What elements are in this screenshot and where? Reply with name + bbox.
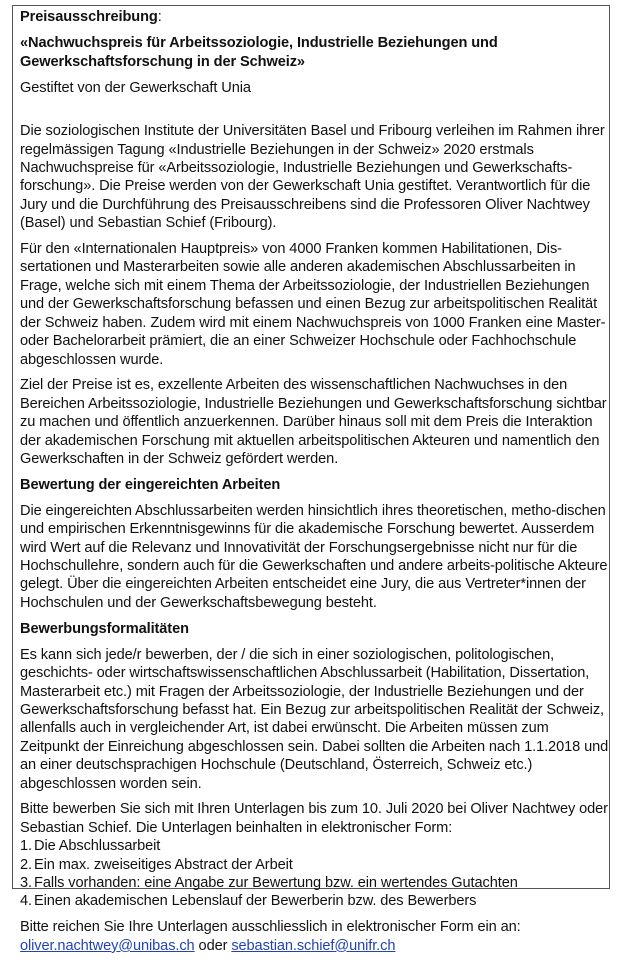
section-heading-evaluation: Bewertung der eingereichten Arbeiten xyxy=(20,476,281,493)
intro-paragraph-1: Die soziologischen Institute der Universitäten Basel und Fribourg verleihen im Rahmen ihrer regelmässigen Tagung «Industrielle Beziehungen in der Schweiz» 2020 erstmals Nachwuchspreise für «Arbeitssoziologie, Industrielle Beziehungen und Gewerkschafts-forschung». Die Preise werden von der Gewerkschaft Unia gestiftet. Verantwortlich für die Jury und die Durchführung des Preisausschreibens sind die Professoren Oliver Nachtwey (Basel) und Sebastian Schief (Fribourg). xyxy=(20,123,605,232)
email-link-nachtwey[interactable]: oliver.nachtwey@unibas.ch xyxy=(20,937,195,954)
section-paragraph-evaluation: Die eingereichten Abschlussarbeiten werden hinsichtlich ihres theoretischen, metho-dischen und empirischen Erkenntnisgewinns für die akademische Forschung bewertet. Ausserdem wird Wert auf die Relevanz und Innovativität der Forschungsergebnisse nicht nur für die Hochschullehre, sondern auch für die Gewerkschaften und andere arbeits-politische Akteure gelegt. Über die eingereichten Arbeiten entscheidet eine Jury, die aus Vertreter*innen der Hochschulen und der Gewerkschaftsbewegung besteht. xyxy=(20,502,608,611)
sponsor-line: Gestiftet von der Gewerkschaft Unia xyxy=(20,80,251,97)
list-item-text: Einen akademischen Lebenslauf der Bewerberin bzw. des Bewerbers xyxy=(34,893,477,910)
submission-paragraph xyxy=(20,918,610,955)
application-requirements-list xyxy=(20,837,610,911)
application-intro: Bitte bewerben Sie sich mit Ihren Unterlagen bis zum 10. Juli 2020 bei Oliver Nachtwey oder Sebastian Schief. Die Unterlagen beinhalten in elektronischer Form: xyxy=(20,801,608,836)
email-connector: oder xyxy=(198,937,228,954)
list-item xyxy=(20,856,610,874)
list-item-text: Ein max. zweiseitiges Abstract der Arbeit xyxy=(34,856,293,873)
section-heading-formalities: Bewerbungsformalitäten xyxy=(20,620,189,637)
list-item-text: Die Abschlussarbeit xyxy=(34,838,161,855)
submission-text: Bitte reichen Sie Ihre Unterlagen ausschliesslich in elektronischer Form ein an: xyxy=(20,919,521,936)
spacer xyxy=(20,105,610,122)
list-item-number: 1. xyxy=(20,838,32,855)
document-title-line1: «Nachwuchspreis für Arbeitssoziologie, Industrielle Beziehungen und xyxy=(20,35,498,52)
intro-paragraph-2: Für den «Internationalen Hauptpreis» von 4000 Franken kommen Habilitationen, Dis-sertationen und Masterarbeiten sowie alle anderen akademischen Abschlussarbeiten in Frage, welche sich mit einem Thema der Arbeitssoziologie, der Industriellen Beziehungen und der Gewerkschaftsforschung befassen und einen Bezug zur arbeitspolitischen Realität der Schweiz haben. Zudem wird mit einem Nachwuchspreis von 1000 Franken eine Master- oder Bachelorarbeit prämiert, die an einer Schweizer Hochschule oder Fachhochschule abgeschlossen wurde. xyxy=(20,241,606,368)
list-item-number: 2. xyxy=(20,856,32,873)
document-label-line xyxy=(20,8,610,26)
document-title xyxy=(20,34,610,71)
list-item-number: 4. xyxy=(20,893,32,910)
list-item xyxy=(20,837,610,855)
list-item-number: 3. xyxy=(20,875,32,892)
section-paragraph-formalities: Es kann sich jede/r bewerben, der / die sich in einer soziologischen, politologischen, geschichts- oder wirtschaftswissenschaftlichen Abschlussarbeit (Habilitation, Dissertation, Masterarbeit etc.) mit Fragen der Arbeitssoziologie, der Industrielle Beziehungen und der Gewerkschaftsforschung befasst hat. Ein Bezug zur arbeitspolitischen Realität der Schweiz, allenfalls auch in vergleichender Art, ist dabei erwünscht. Die Arbeiten müssen zum Zeitpunkt der Einreichung abgeschlossen sein. Dabei sollten die Arbeiten nach 1.1.2018 und an einer deutschsprachigen Hochschule (Deutschland, Österreich, Schweiz etc.) abgeschlossen worden sein. xyxy=(20,646,609,792)
document-content xyxy=(20,8,610,963)
email-link-schief[interactable]: sebastian.schief@unifr.ch xyxy=(231,937,396,954)
document-label-colon: : xyxy=(157,9,162,25)
document-label: Preisausschreibung xyxy=(20,9,158,25)
list-item-text: Falls vorhanden: eine Angabe zur Bewertung bzw. ein wertendes Gutachten xyxy=(34,875,518,892)
intro-paragraph-3: Ziel der Preise ist es, exzellente Arbeiten des wissenschaftlichen Nachwuchses in den Bereichen Arbeitssoziologie, Industrielle Beziehungen und Gewerkschaftsforschung sichtbar zu machen und öffentlich anzuerkennen. Darüber hinaus soll mit dem Preis die Interaktion der akademischen Forschung mit aktuellen arbeitspolitischen Akteuren und namentlich den Gewerkschaften in der Schweiz gefördert werden. xyxy=(20,377,607,468)
document-title-line2: Gewerkschaftsforschung in der Schweiz» xyxy=(20,53,305,70)
list-item xyxy=(20,874,610,892)
